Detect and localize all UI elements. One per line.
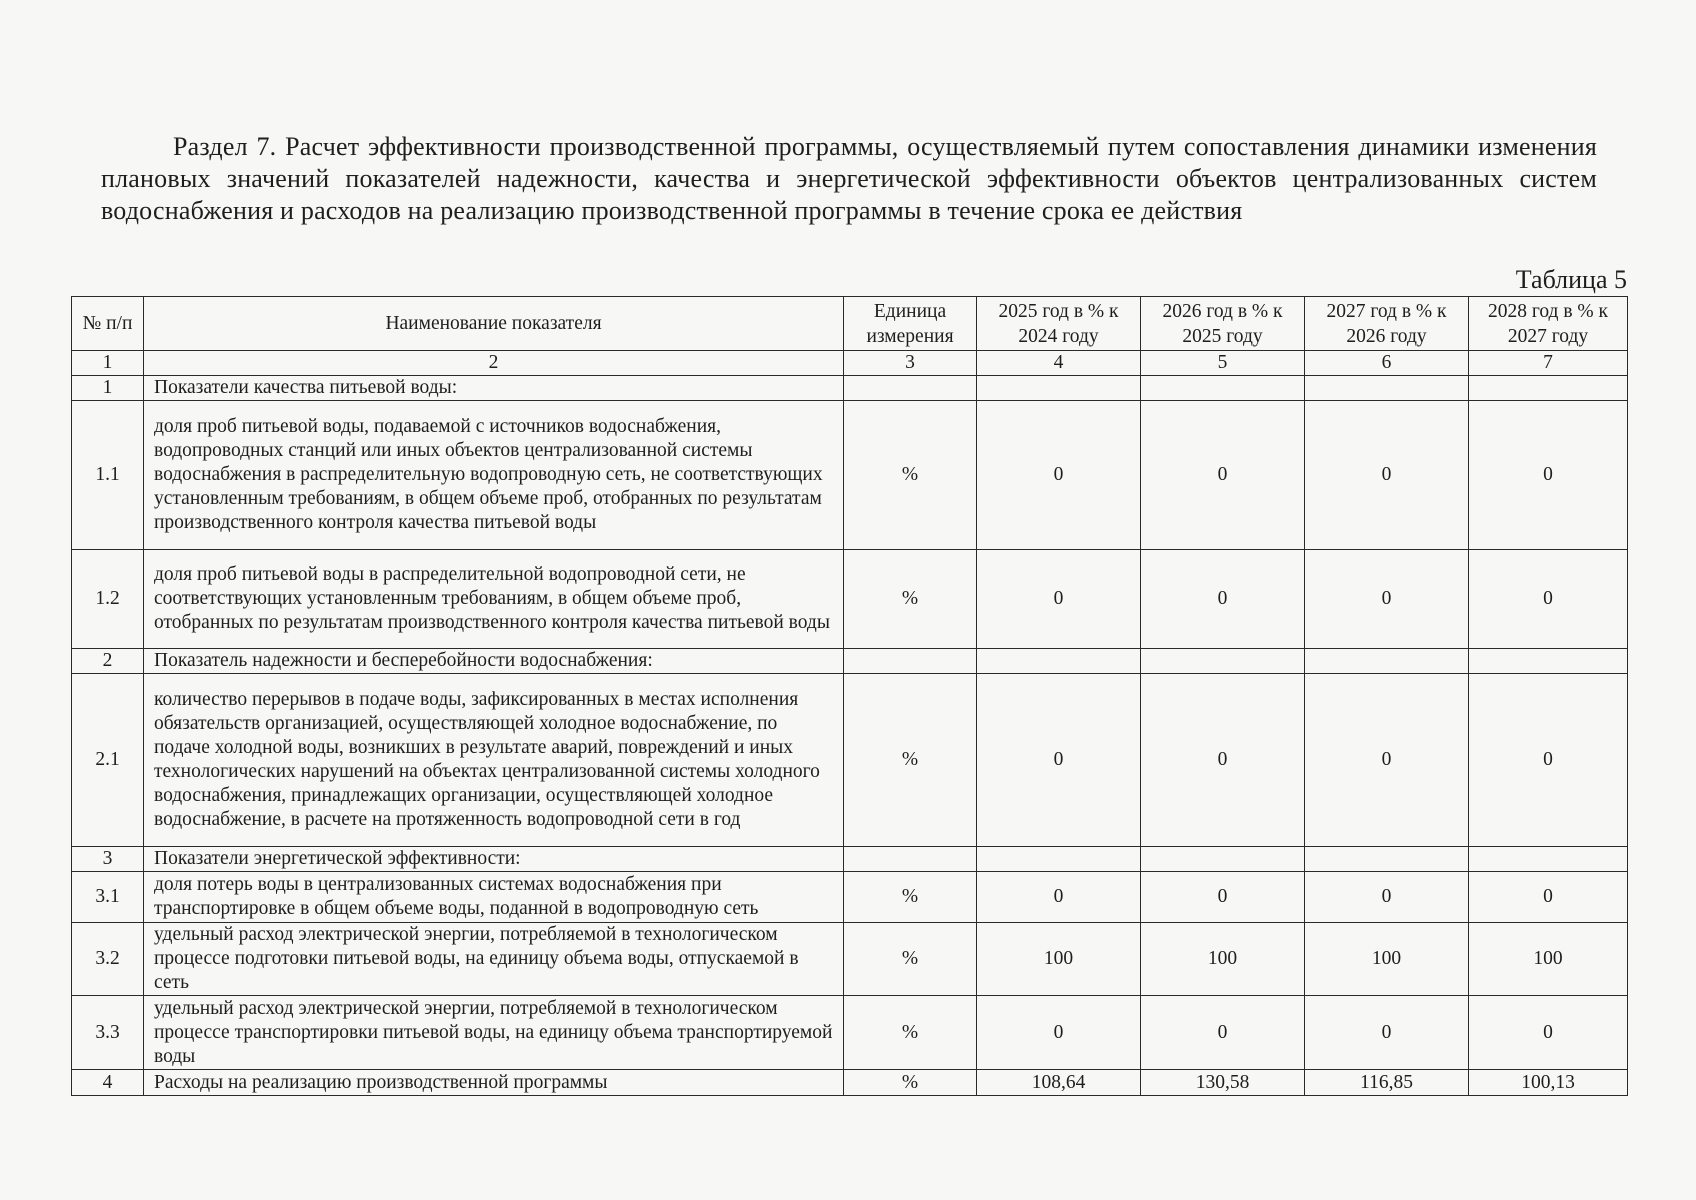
indicator-name: удельный расход электрической энергии, потребляемой в технологическом процессе подготовки питьевой воды, на единицу объема воды, отпускаемой в сеть [144, 923, 844, 996]
column-index: 1 [72, 351, 144, 376]
value-2027: 0 [1305, 996, 1469, 1070]
unit-cell: % [844, 996, 977, 1070]
column-index: 7 [1469, 351, 1628, 376]
value-2026: 0 [1141, 401, 1305, 550]
value-2025: 0 [977, 996, 1141, 1070]
value-2028: 0 [1469, 996, 1628, 1070]
value-2026: 0 [1141, 996, 1305, 1070]
indicator-name: доля проб питьевой воды в распределительной водопроводной сети, не соответствующих установленным требованиям, в общем объеме проб, отобранных по результатам производственного контроля качества питьевой воды [144, 550, 844, 649]
indicator-name: Показатель надежности и бесперебойности водоснабжения: [144, 649, 844, 674]
column-index-row [72, 351, 1628, 376]
row-number: 3.3 [72, 996, 144, 1070]
value-2025: 0 [977, 872, 1141, 923]
table-row [72, 996, 1628, 1070]
unit-cell: % [844, 550, 977, 649]
row-number: 4 [72, 1070, 144, 1096]
unit-cell: % [844, 1070, 977, 1096]
header-2026: 2026 год в % к 2025 году [1141, 297, 1305, 351]
section-row [72, 376, 1628, 401]
value-2027: 0 [1305, 401, 1469, 550]
header-unit: Единица измерения [844, 297, 977, 351]
value-2026: 0 [1141, 550, 1305, 649]
value-2027: 116,85 [1305, 1070, 1469, 1096]
indicator-name: удельный расход электрической энергии, потребляемой в технологическом процессе транспортировки питьевой воды, на единицу объема транспортируемой воды [144, 996, 844, 1070]
row-number: 2.1 [72, 674, 144, 847]
column-index: 2 [144, 351, 844, 376]
value-2025: 108,64 [977, 1070, 1141, 1096]
table-caption: Таблица 5 [1515, 265, 1627, 294]
header-name: Наименование показателя [144, 297, 844, 351]
indicators-table [71, 296, 1628, 1096]
value-2028: 100 [1469, 923, 1628, 996]
value-2025: 0 [977, 401, 1141, 550]
column-index: 6 [1305, 351, 1469, 376]
indicator-name: Показатели качества питьевой воды: [144, 376, 844, 401]
unit-cell: % [844, 401, 977, 550]
row-number: 1 [72, 376, 144, 401]
unit-cell: % [844, 872, 977, 923]
indicator-name: доля потерь воды в централизованных системах водоснабжения при транспортировке в общем объеме воды, поданной в водопроводную сеть [144, 872, 844, 923]
section-heading: Раздел 7. Расчет эффективности производственной программы, осуществляемый путем сопоставления динамики изменения плановых значений показателей надежности, качества и энергетической эффективности объектов централизованных систем водоснабжения и расходов на реализацию производственной программы в течение срока ее действия [101, 132, 1597, 225]
value-2025: 0 [977, 674, 1141, 847]
value-2028: 0 [1469, 401, 1628, 550]
section-row [72, 847, 1628, 872]
row-number: 3.1 [72, 872, 144, 923]
row-number: 3.2 [72, 923, 144, 996]
header-2025: 2025 год в % к 2024 году [977, 297, 1141, 351]
row-number: 2 [72, 649, 144, 674]
value-2028: 0 [1469, 674, 1628, 847]
unit-cell: % [844, 923, 977, 996]
table-row [72, 923, 1628, 996]
column-index: 3 [844, 351, 977, 376]
value-2028: 0 [1469, 550, 1628, 649]
header-num: № п/п [72, 297, 144, 351]
column-index: 5 [1141, 351, 1305, 376]
value-2028: 100,13 [1469, 1070, 1628, 1096]
table-header-row [72, 297, 1628, 351]
row-number: 1.1 [72, 401, 144, 550]
value-2025: 0 [977, 550, 1141, 649]
value-2027: 0 [1305, 872, 1469, 923]
value-2028: 0 [1469, 872, 1628, 923]
table-row [72, 550, 1628, 649]
value-2026: 0 [1141, 872, 1305, 923]
unit-cell: % [844, 674, 977, 847]
value-2026: 100 [1141, 923, 1305, 996]
value-2026: 0 [1141, 674, 1305, 847]
section-row [72, 649, 1628, 674]
row-number: 1.2 [72, 550, 144, 649]
value-2027: 100 [1305, 923, 1469, 996]
indicator-name: доля проб питьевой воды, подаваемой с источников водоснабжения, водопроводных станций или иных объектов централизованной системы водоснабжения в распределительную водопроводную сеть, не соответствующих установленным требованиям, в общем объеме проб, отобранных по результатам производственного контроля качества питьевой воды [144, 401, 844, 550]
table-row [72, 674, 1628, 847]
header-2027: 2027 год в % к 2026 году [1305, 297, 1469, 351]
column-index: 4 [977, 351, 1141, 376]
table-row [72, 872, 1628, 923]
value-2026: 130,58 [1141, 1070, 1305, 1096]
table-row [72, 1070, 1628, 1096]
table-row [72, 401, 1628, 550]
indicator-name: Показатели энергетической эффективности: [144, 847, 844, 872]
indicator-name: Расходы на реализацию производственной программы [144, 1070, 844, 1096]
value-2027: 0 [1305, 674, 1469, 847]
value-2025: 100 [977, 923, 1141, 996]
row-number: 3 [72, 847, 144, 872]
header-2028: 2028 год в % к 2027 году [1469, 297, 1628, 351]
indicator-name: количество перерывов в подаче воды, зафиксированных в местах исполнения обязательств организацией, осуществляющей холодное водоснабжение, по подаче холодной воды, возникших в результате аварий, повреждений и иных технологических нарушений на объектах централизованной системы холодного водоснабжения, принадлежащих организации, осуществляющей холодное водоснабжение, в расчете на протяженность водопроводной сети в год [144, 674, 844, 847]
value-2027: 0 [1305, 550, 1469, 649]
